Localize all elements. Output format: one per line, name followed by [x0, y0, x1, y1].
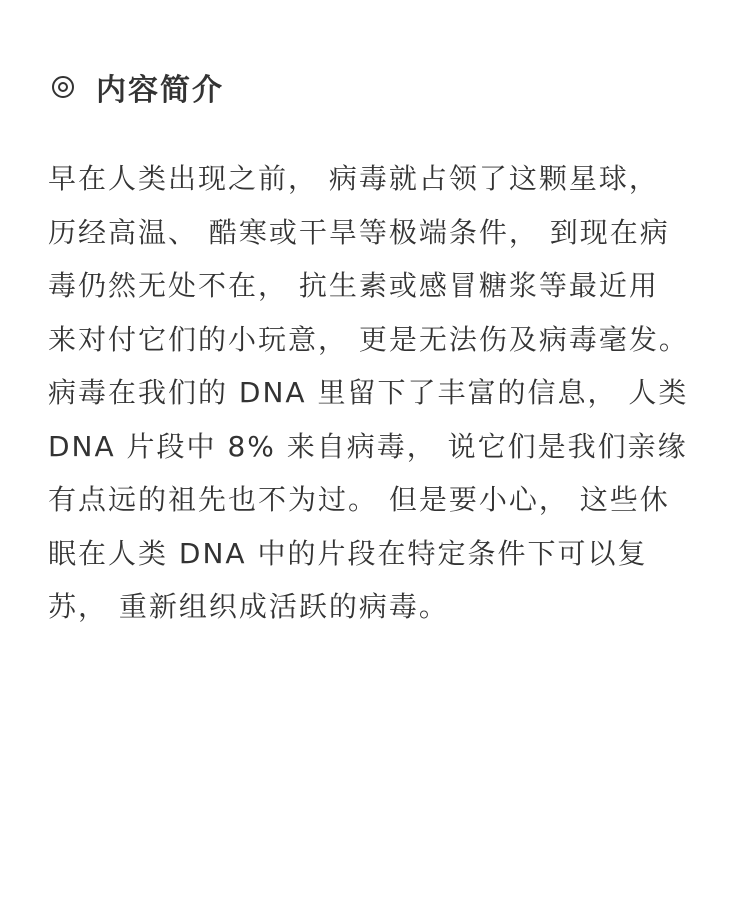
synopsis-paragraph	[48, 152, 708, 634]
paragraph-line: 来对付它们的小玩意， 更是无法伤及病毒毫发。	[48, 322, 689, 356]
double-circle-icon	[52, 76, 74, 98]
paragraph-line: 历经高温、 酷寒或干旱等极端条件， 到现在病	[48, 215, 670, 249]
paragraph-line: 早在人类出现之前， 病毒就占领了这颗星球，	[48, 162, 659, 195]
section-title: 内容简介	[96, 73, 224, 108]
paragraph-line: 有点远的祖先也不为过。 但是要小心， 这些休	[48, 483, 670, 516]
paragraph-line: 苏， 重新组织成活跃的病毒。	[48, 590, 449, 623]
paragraph-line: DNA 片段中 8% 来自病毒， 说它们是我们亲缘	[48, 429, 688, 463]
section-header	[52, 62, 224, 112]
paragraph-line: 病毒在我们的 DNA 里留下了丰富的信息， 人类	[48, 376, 689, 409]
paragraph-line: 眠在人类 DNA 中的片段在特定条件下可以复	[48, 536, 648, 570]
paragraph-line: 毒仍然无处不在， 抗生素或感冒糖浆等最近用	[48, 269, 659, 302]
